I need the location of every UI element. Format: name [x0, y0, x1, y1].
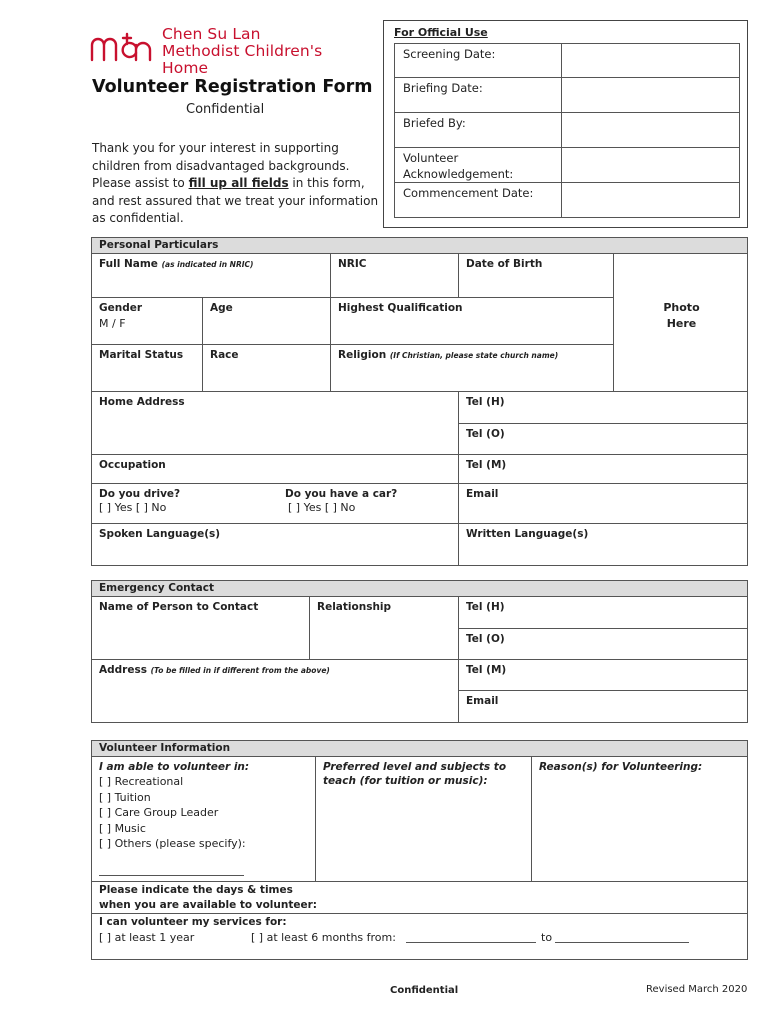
drive-options: [ ] Yes [ ] No	[99, 501, 167, 514]
drive-field[interactable]	[92, 484, 278, 524]
footer-revision: Revised March 2020	[646, 984, 748, 995]
nric-field[interactable]	[331, 254, 459, 298]
org-name	[162, 26, 370, 77]
qualification-label: Highest Qualification	[338, 302, 463, 314]
photo-label-line1: Photo	[663, 301, 700, 314]
age-label: Age	[210, 302, 233, 314]
official-value-field[interactable]	[561, 78, 739, 112]
car-field[interactable]	[278, 484, 459, 524]
org-logo-mark-icon	[90, 32, 158, 62]
relationship-label: Relationship	[317, 601, 392, 613]
option-six-months[interactable]: [ ] at least 6 months from:	[251, 931, 396, 944]
page-subtitle: Confidential	[186, 102, 265, 117]
official-value-field[interactable]	[561, 148, 739, 182]
tel-home-label: Tel (H)	[466, 396, 505, 408]
religion-field[interactable]	[331, 345, 614, 392]
volunteer-options-list	[99, 774, 315, 852]
religion-note: (If Christian, please state church name)	[389, 351, 559, 360]
full-name-label: Full Name	[99, 258, 158, 270]
org-name-line1: Chen Su Lan	[162, 25, 261, 43]
official-label: Commencement Date:	[403, 186, 534, 200]
official-row-briefed-by	[394, 113, 740, 148]
to-date-line[interactable]	[555, 942, 689, 943]
preferred-subjects-label: Preferred level and subjects to teach (for tuition or music):	[323, 761, 507, 787]
official-use-title: For Official Use	[394, 26, 488, 39]
availability-field[interactable]	[92, 882, 747, 914]
religion-label: Religion	[338, 349, 387, 361]
emergency-tel-mobile-field[interactable]	[459, 660, 747, 691]
volunteer-info-section	[91, 740, 748, 960]
option-recreational[interactable]: [ ] Recreational	[99, 775, 184, 788]
emergency-tel-mobile-label: Tel (M)	[466, 664, 507, 676]
emergency-tel-home-field[interactable]	[459, 597, 747, 629]
official-label: Briefing Date:	[403, 81, 483, 95]
official-row-briefing	[394, 78, 740, 113]
org-name-line2: Methodist Children's Home	[162, 42, 323, 77]
option-tuition[interactable]: [ ] Tuition	[99, 790, 151, 804]
relationship-field[interactable]	[310, 597, 459, 660]
drive-label: Do you drive?	[99, 488, 181, 500]
volunteer-areas-field[interactable]	[92, 757, 316, 882]
official-value-field[interactable]	[561, 183, 739, 217]
personal-particulars-section	[91, 237, 748, 566]
emergency-email-field[interactable]	[459, 691, 747, 722]
car-label: Do you have a car?	[285, 488, 398, 500]
commitment-options	[99, 930, 747, 946]
race-label: Race	[210, 349, 239, 361]
email-label: Email	[466, 488, 499, 500]
official-value-field[interactable]	[561, 113, 739, 147]
to-label: to	[541, 931, 553, 944]
option-others[interactable]: [ ] Others (please specify):	[99, 837, 246, 851]
reasons-label: Reason(s) for Volunteering:	[539, 761, 703, 773]
tel-mobile-label: Tel (M)	[466, 459, 507, 471]
commitment-label: I can volunteer my services for:	[99, 916, 287, 928]
tel-office-label: Tel (O)	[466, 428, 505, 440]
gender-field[interactable]	[92, 298, 203, 345]
home-address-field[interactable]	[92, 392, 459, 455]
preferred-subjects-field[interactable]	[316, 757, 532, 882]
race-field[interactable]	[203, 345, 331, 392]
contact-name-label: Name of Person to Contact	[99, 601, 259, 613]
gender-label: Gender	[99, 302, 143, 314]
dob-field[interactable]	[459, 254, 614, 298]
photo-placeholder-label	[654, 300, 709, 332]
spoken-language-label: Spoken Language(s)	[99, 528, 221, 540]
full-name-field[interactable]	[92, 254, 331, 298]
page-title: Volunteer Registration Form	[92, 77, 373, 97]
official-row-commencement	[394, 183, 740, 218]
emergency-tel-office-field[interactable]	[459, 629, 747, 660]
emergency-address-label: Address	[99, 664, 147, 676]
option-music[interactable]: [ ] Music	[99, 821, 146, 835]
nric-label: NRIC	[338, 258, 367, 270]
footer-confidential: Confidential	[390, 985, 459, 996]
section-heading: Personal Particulars	[92, 238, 747, 254]
full-name-note: (as indicated in NRIC)	[161, 260, 254, 269]
official-label: Briefed By:	[403, 116, 466, 130]
qualification-field[interactable]	[331, 298, 614, 345]
spoken-language-field[interactable]	[92, 524, 459, 565]
written-language-label: Written Language(s)	[466, 528, 589, 540]
option-one-year[interactable]: [ ] at least 1 year	[99, 931, 195, 944]
home-address-label: Home Address	[99, 396, 185, 408]
dob-label: Date of Birth	[466, 258, 543, 270]
official-use-box	[383, 20, 748, 228]
volunteer-areas-label: I am able to volunteer in:	[99, 761, 250, 773]
intro-text-part2: in this form, and rest assured that we treat your information as confidential.	[92, 176, 379, 225]
official-row-screening	[394, 43, 740, 78]
official-label: Volunteer Acknowledgement:	[403, 151, 514, 181]
section-heading: Volunteer Information	[92, 741, 747, 757]
intro-text-emphasis: fill up all fields	[188, 176, 289, 190]
official-row-acknowledgement	[394, 148, 740, 183]
reasons-field[interactable]	[532, 757, 747, 882]
email-field[interactable]	[459, 484, 747, 524]
emergency-tel-home-label: Tel (H)	[466, 601, 505, 613]
official-label: Screening Date:	[403, 47, 496, 61]
car-options: [ ] Yes [ ] No	[288, 501, 356, 514]
availability-label-line1: Please indicate the days & times	[99, 884, 293, 896]
tel-mobile-field[interactable]	[459, 455, 747, 484]
intro-text	[92, 140, 382, 228]
marital-status-label: Marital Status	[99, 349, 184, 361]
emergency-contact-section	[91, 580, 748, 723]
option-care-group-leader[interactable]: [ ] Care Group Leader	[99, 806, 219, 820]
written-language-field[interactable]	[459, 524, 747, 565]
emergency-address-field[interactable]	[92, 660, 459, 722]
official-value-field[interactable]	[561, 44, 739, 77]
contact-name-field[interactable]	[92, 597, 310, 660]
tel-office-field[interactable]	[459, 424, 747, 455]
emergency-email-label: Email	[466, 695, 499, 707]
intro-text-part1: Thank you for your interest in supporting children from disadvantaged backgrounds. Please assist to	[92, 141, 350, 190]
emergency-tel-office-label: Tel (O)	[466, 633, 505, 645]
availability-label-line2: when you are available to volunteer:	[99, 899, 317, 911]
commitment-field	[92, 914, 747, 959]
from-date-line[interactable]	[406, 942, 536, 943]
others-specify-line[interactable]	[99, 875, 244, 876]
marital-status-field[interactable]	[92, 345, 203, 392]
section-heading: Emergency Contact	[92, 581, 747, 597]
occupation-label: Occupation	[99, 459, 166, 471]
tel-home-field[interactable]	[459, 392, 747, 424]
age-field[interactable]	[203, 298, 331, 345]
gender-options: M / F	[99, 317, 126, 330]
org-logo	[90, 25, 370, 77]
photo-label-line2: Here	[666, 317, 697, 330]
emergency-address-note: (To be filled in if different from the above)	[150, 666, 330, 675]
occupation-field[interactable]	[92, 455, 459, 484]
